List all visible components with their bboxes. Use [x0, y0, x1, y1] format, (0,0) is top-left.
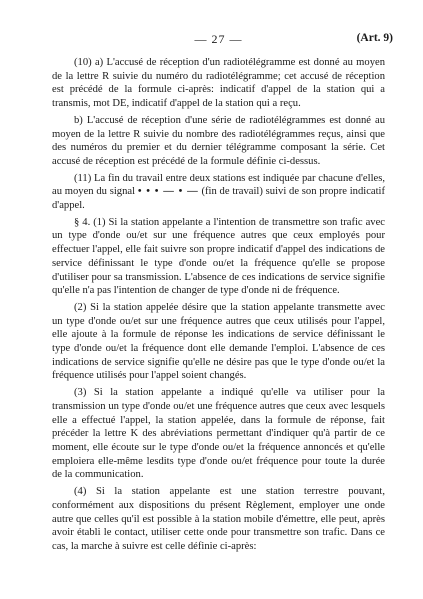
end-of-work-signal: • • • — • —: [137, 186, 199, 198]
section-4-paragraph-3: (3) Si la station appelante a indiqué qu'elle va utiliser pour la transmission un type d'onde ou/et une fréquence autres que ceux avec lesquels elle a effectué l'appel, la station appelée, dans la formule de réponse, fait précéder la lettre K des abréviations permettant d'indiquer qu'à partir de ce moment, elle écoute sur le type d'onde ou/et la fréquence annoncés et qu'elle emploiera elle-même lesdits type d'onde ou/et fréquence pour toute la durée de la communication.: [52, 387, 385, 481]
section-4-paragraph-2: (2) Si la station appelée désire que la station appelante transmette avec un type d'onde ou/et sur une fréquence autres que ceux utilisés pour l'appel, elle ajoute à la formule de réponse les indications de service définissant le type d'onde ou/et la fréquence dont elle demande l'emploi. L'absence de ces indications de service signifie qu'elle ne désire pas que le type d'onde ou/et la fréquence utilisés pour l'appel soient changés.: [52, 301, 385, 382]
section-4-paragraph-4: (4) Si la station appelante est une station terrestre pouvant, conformément aux dispositions du présent Règlement, employer une onde autre que celles qu'il est possible à la station mobile d'émettre, elle peut, après avoir établi le contact, utiliser cette onde pour transmettre son trafic. Dans ce cas, la marche à suivre est celle définie ci-après:: [52, 486, 385, 552]
page-header: [52, 32, 393, 50]
paragraph-10a: (10) a) L'accusé de réception d'un radiotélégramme est donné au moyen de la lettre R suivie du numéro du radiotélégramme; cet accusé de réception est précédé de la formule ci-après: indicatif d'appel de la station qui a transmis, mot DE, indicatif d'appel de la station qui a reçu.: [52, 57, 385, 110]
paragraph-11: [52, 172, 385, 213]
page-number: — 27 —: [194, 32, 243, 46]
paragraph-10b: b) L'accusé de réception d'une série de radiotélégrammes est donné au moyen de la lettre R suivie du nombre des radiotélégrammes reçus, ainsi que des numéros du premier et du dernier télégramme composant la série. Cet accusé de réception est précédé de la formule définie ci-dessus.: [52, 114, 385, 167]
article-reference: (Art. 9): [356, 32, 393, 44]
section-4-paragraph-1: § 4. (1) Si la station appelante a l'intention de transmettre son trafic avec un type d'onde ou/et sur une fréquence autres que ceux employés pour effectuer l'appel, elle fait suivre son propre indicatif d'appel des indications de service définissant le type d'onde ou/et la fréquence qu'elle se propose d'utiliser pour sa transmission. L'absence de ces indications de service signifie qu'elle n'a pas l'intention de changer de type d'onde ni de fréquence.: [52, 216, 385, 297]
paragraph-11-text-start: (11) La fin du travail entre deux stations est indiquée par chacune d'elles, au moyen du signal: [52, 172, 385, 198]
paragraph-11-text-end: (fin de travail) suivi de son propre indicatif d'appel.: [52, 186, 386, 212]
document-body: [52, 56, 385, 554]
